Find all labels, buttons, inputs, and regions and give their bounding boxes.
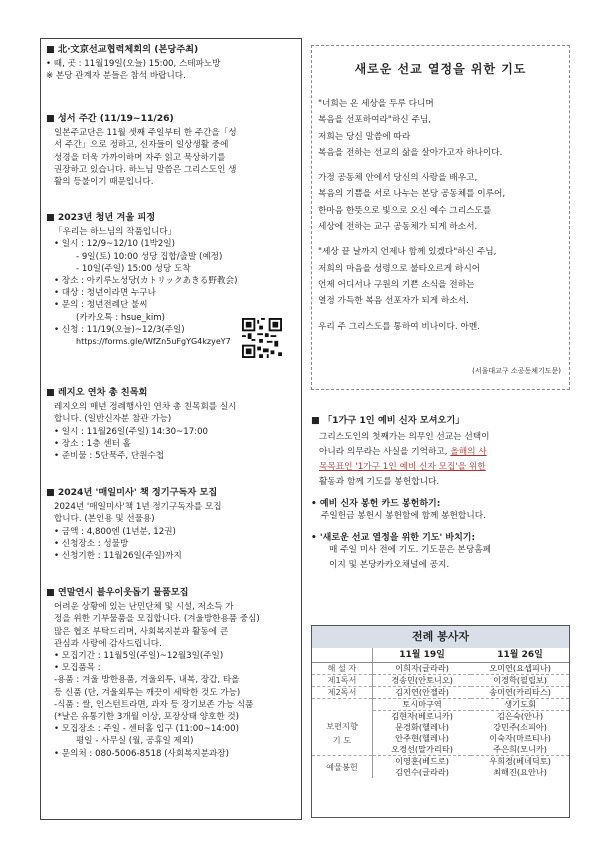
section-heading: ■ 레지오 연차 총 친목회 bbox=[46, 387, 148, 398]
text-line: 정을 위한 기부물품을 모집합니다. (겨울방한용품 중심) bbox=[54, 614, 260, 625]
text-line: • 신청기한 : 11월26일(주일)까지 bbox=[54, 551, 182, 562]
table-cell: 김지연(안젤라) bbox=[373, 687, 472, 699]
text-line: 주일헌금 봉헌시 봉헌함에 함께 봉헌합니다. bbox=[321, 511, 486, 521]
table-cell bbox=[312, 648, 373, 663]
prayer-line: 가정 공동체 안에서 당신의 사랑을 배우고, bbox=[318, 173, 478, 184]
table-cell bbox=[373, 756, 472, 779]
table-cell: 이경학(필립보) bbox=[471, 675, 569, 687]
campaign-intro bbox=[311, 430, 570, 490]
prayer-line: 언제 어디서나 구원의 기쁜 소식을 전하는 bbox=[318, 279, 475, 290]
text-line: 서 주간」으로 정하고, 신자들이 일상생활 중에 bbox=[54, 140, 229, 151]
prayer-paragraph bbox=[318, 170, 566, 235]
prayer-line: "너희는 온 세상을 두루 다니며 bbox=[318, 99, 434, 109]
text-line: - 9일(토) 10:00 성당 집합/출발 (예정) bbox=[76, 251, 223, 262]
name-entry: 주은희(모니카) bbox=[493, 744, 547, 754]
prayer-line: 한마음 한뜻으로 빛으로 오신 예수 그리스도를 bbox=[318, 205, 492, 216]
name-entry: 김연수(글라라) bbox=[395, 767, 449, 777]
role-label bbox=[312, 699, 373, 711]
text-line: • 대상 : 청년이라면 누구나 bbox=[54, 288, 156, 299]
prayer-line: 복음을 선포하여라"하신 주님, bbox=[318, 115, 431, 126]
prayer-line: 우리 주 그리스도를 통하여 비나이다. 아멘. bbox=[318, 321, 480, 332]
table-cell bbox=[373, 711, 472, 756]
section-heading: ■ 2024년 '매일미사' 책 정기구독자 모집 bbox=[46, 487, 218, 498]
text-line: 활동과 함께 기도를 봉헌합니다. bbox=[319, 477, 440, 487]
text-line: • 모집장소 : 주일 - 센터홀 입구 (11:00~14:00) bbox=[54, 724, 239, 735]
text-line: (*날은 유통기한 3개월 이상, 포장상태 양호한 것) bbox=[54, 712, 240, 723]
table-row bbox=[312, 687, 569, 699]
text-line: 합니다. (본인용 및 선물용) bbox=[54, 514, 155, 525]
prayer-body bbox=[318, 96, 566, 344]
date-header: 11월 26일 bbox=[471, 648, 569, 663]
text-line: • 금액 : 4,800엔 (1년분, 12권) bbox=[54, 526, 176, 537]
name-entry: 이영훈(베드로) bbox=[395, 756, 449, 766]
text-line bbox=[319, 460, 570, 475]
text-line: (카카오톡 : hsue_kim) bbox=[76, 312, 165, 323]
section-heading: ■ 2023년 청년 겨울 피정 bbox=[46, 212, 156, 223]
prayer-line: 열정 가득한 복음 선포자가 되게 하소서. bbox=[318, 296, 469, 307]
text-line: -용품 : 겨울 방한용품, 겨울외투, 내복, 장갑, 타올 bbox=[54, 675, 240, 686]
text-line: • 모집기간 : 11월5일(주일)~12월3일(주일) bbox=[54, 651, 224, 662]
text-line: • 장소 : 아키루노성당(カトリックあきる野教会) bbox=[54, 276, 238, 287]
section-legio bbox=[46, 387, 300, 462]
section-youth-retreat bbox=[46, 212, 300, 348]
section-charity-drive bbox=[46, 587, 300, 760]
text-line bbox=[319, 445, 570, 460]
text-line: -식품 : 쌀, 인스턴트라면, 과자 등 장기보존 가능 식품 bbox=[54, 699, 254, 710]
liturgy-roster bbox=[311, 625, 570, 818]
name-entry: 안주현(헬레나) bbox=[395, 733, 449, 743]
text-line: • 일시 : 11월26일(주일) 14:30~17:00 bbox=[54, 426, 209, 437]
table-row bbox=[312, 648, 569, 663]
table-cell: 오미연(요셉피나) bbox=[471, 663, 569, 675]
table-cell: 이희자(글라라) bbox=[373, 663, 472, 675]
table-row bbox=[312, 663, 569, 675]
prayer-paragraph bbox=[318, 319, 566, 335]
text-line: 활의 등불이기 때문입니다. bbox=[54, 177, 154, 188]
text-line: 어려운 상황에 있는 난민단체 및 시설, 저소득 가 bbox=[54, 602, 234, 613]
table-row bbox=[312, 699, 569, 711]
table-cell: 생기도회 bbox=[471, 699, 569, 711]
sub-heading: • 예비 신자 봉헌 카드 봉헌하기: bbox=[311, 499, 441, 509]
prayer-line: "세상 끝 날까지 언제나 함께 있겠다"하신 주님, bbox=[318, 247, 497, 258]
text-line: • 모집품목 : bbox=[54, 663, 101, 674]
text-line: 이지 및 본당카카오채널에 공지. bbox=[329, 560, 450, 570]
roster-table bbox=[312, 648, 569, 778]
table-cell: 토시마구역 bbox=[373, 699, 472, 711]
text-line: 성경을 더욱 가까이하며 자주 읽고 묵상하기를 bbox=[54, 152, 226, 163]
name-entry: 우희경(베네딕토) bbox=[489, 756, 551, 766]
text-span: 아니라 의무라는 사실을 기억하고, bbox=[319, 447, 451, 457]
prayer-paragraph bbox=[318, 96, 566, 161]
prayer-paragraph bbox=[318, 244, 566, 309]
text-line: 일본주교단은 11월 셋째 주일부터 한 주간을「성 bbox=[54, 128, 237, 139]
name-entry: 강민주(소피아) bbox=[493, 722, 547, 732]
name-entry: 김현자(베로니카) bbox=[391, 711, 453, 721]
role-label: 제2독서 bbox=[312, 687, 373, 699]
table-row bbox=[312, 756, 569, 779]
date-header: 11월 19일 bbox=[373, 648, 472, 663]
table-row bbox=[312, 675, 569, 687]
section-heading: ■ 北·文京선교협력체회의 (본당주최) bbox=[46, 44, 199, 55]
table-row bbox=[312, 711, 569, 756]
section-heading: ■ 「1가구 1인 예비 신자 모셔오기」 bbox=[311, 415, 465, 426]
text-line: 레지오의 매년 정례행사인 연차 총 친목회를 실시 bbox=[54, 402, 237, 413]
text-line: ※ 본당 관계자 분들은 참석 바랍니다. bbox=[46, 71, 186, 82]
table-cell: 경송민(안토니오) bbox=[373, 675, 472, 687]
text-line: • 문의처 : 080-5006-8518 (사회복지분과장) bbox=[54, 748, 229, 759]
text-line: 평일 - 사무실 (월, 공휴일 제외) bbox=[76, 736, 194, 747]
text-line: 많은 협조 부탁드리며, 사회복지분과 활동에 큰 bbox=[54, 626, 229, 637]
section-bible-week bbox=[46, 113, 300, 188]
roster-title: 전례 봉사자 bbox=[312, 626, 569, 648]
prayer-line: 복음의 기쁨을 서로 나누는 본당 공동체를 이루어, bbox=[318, 189, 506, 200]
text-line: 「우리는 하느님의 작품입니다」 bbox=[54, 227, 177, 238]
table-cell bbox=[471, 756, 569, 779]
sub-heading: • '새로운 선교 열정을 위한 기도' 바치기: bbox=[311, 533, 476, 543]
highlight-text: 올해의 사 bbox=[450, 447, 487, 457]
form-link[interactable]: https://forms.gle/WfZn5uFgYG4kzyeY7 bbox=[76, 337, 231, 347]
text-line: • 신청 : 11/19(오늘)~12/3(주일) bbox=[54, 324, 185, 335]
prayer-title: 새로운 선교 열정을 위한 기도 bbox=[354, 62, 527, 76]
table-cell: 송미연(카리타스) bbox=[471, 687, 569, 699]
qr-code-icon bbox=[242, 318, 282, 358]
text-line: • 문의 : 청년전례단 불씨 bbox=[54, 300, 148, 311]
text-line: • 장소 : 1층 센터 홀 bbox=[54, 438, 131, 449]
text-line: - 10일(주일) 15:00 성당 도착 bbox=[76, 263, 191, 274]
role-label: 해 설 자 bbox=[312, 663, 373, 675]
name-entry: 문경화(헬레나) bbox=[395, 722, 449, 732]
prayer-line: 세상에 전하는 교구 공동체가 되게 하소서. bbox=[318, 222, 478, 233]
role-label: 제1독서 bbox=[312, 675, 373, 687]
prayer-source: (서울대교구 소공동체기도문) bbox=[472, 367, 561, 375]
section-heading: ■ 연말연시 불우이웃돕기 물품모집 bbox=[46, 587, 189, 598]
text-line: 2024년 '매일미사'책 1년 정기구독자를 모집 bbox=[54, 502, 222, 513]
role-label: 보편지향 기 도 bbox=[312, 711, 373, 756]
name-entry: 오경선(말가리타) bbox=[391, 744, 453, 754]
prayer-line: 복음을 전하는 선교의 삶을 살아가고자 하나이다. bbox=[318, 147, 503, 158]
section-daily-missal bbox=[46, 487, 300, 562]
prayer-line: 저희의 마음을 성령으로 불타오르게 하시어 bbox=[318, 263, 481, 274]
section-mission-council bbox=[46, 44, 300, 83]
text-line: • 준비물 : 5단묵주, 단원수첩 bbox=[54, 451, 165, 462]
role-label: 예물봉헌 bbox=[312, 756, 373, 779]
name-entry: 이숙자(마르티나) bbox=[489, 733, 551, 743]
prayer-box bbox=[311, 45, 570, 390]
prayer-line: 저희는 당신 말씀에 따라 bbox=[318, 131, 411, 142]
catechumen-campaign bbox=[311, 412, 570, 611]
text-line: 매 주일 미사 전에 기도. 기도문은 본당홈페 bbox=[329, 545, 491, 555]
highlight-text: 목목표인 '1가구 1인 예비 신자 모집'을 위한 bbox=[319, 462, 486, 472]
text-line: • 신청장소 : 성물방 bbox=[54, 538, 129, 549]
text-line: 그리스도인의 첫째가는 의무인 선교는 선택이 bbox=[319, 432, 490, 442]
name-entry: 최해진(요안나) bbox=[493, 767, 547, 777]
text-line: 등 신품 (단, 겨울외투는 깨끗이 세탁한 것도 가능) bbox=[54, 687, 241, 698]
text-line: 관심과 사랑에 감사드립니다. bbox=[54, 638, 162, 649]
text-line: • 때, 곳 : 11월19일(오늘) 15:00, 스테파노방 bbox=[46, 59, 221, 70]
text-line: 합니다. (일반신자분 참관 가능) bbox=[54, 414, 172, 425]
name-entry: 김은숙(안나) bbox=[497, 711, 544, 721]
section-heading: ■ 성서 주간 (11/19~11/26) bbox=[46, 113, 174, 124]
text-line: • 일시 : 12/9~12/10 (1박2일) bbox=[54, 239, 176, 250]
table-cell bbox=[471, 711, 569, 756]
text-line: 권장하고 있습니다. 하느님 말씀은 그리스도인 생 bbox=[54, 164, 237, 175]
